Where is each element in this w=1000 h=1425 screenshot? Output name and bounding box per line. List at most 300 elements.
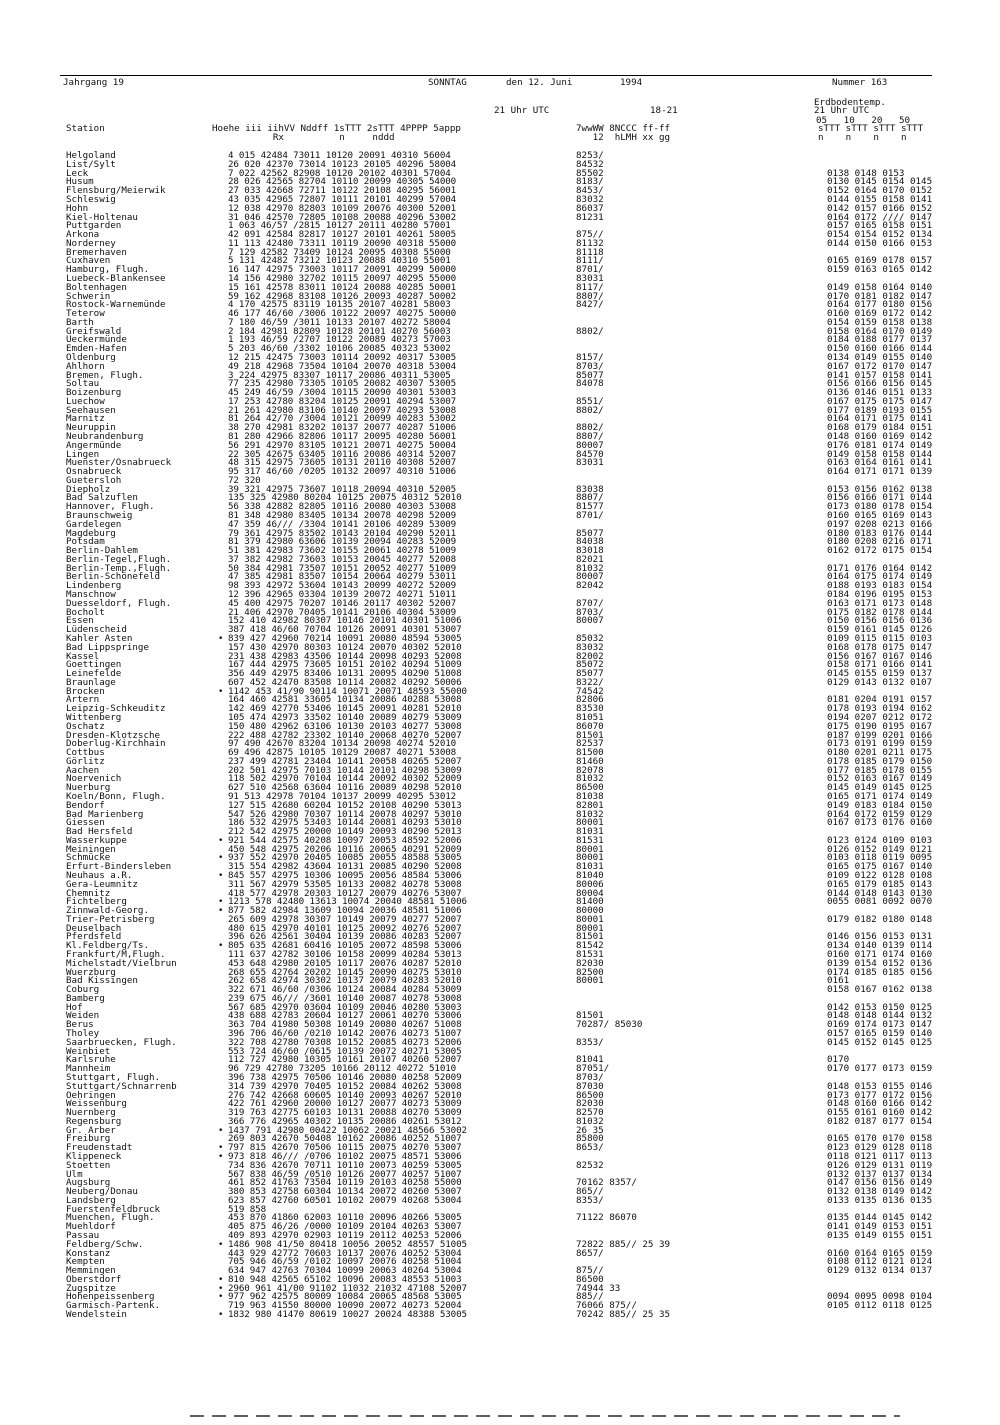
synop-values: 839 427 42960 70214 10091 20080 48594 53005 [228, 632, 462, 644]
synop-values: 186 532 42975 53403 10144 20081 40293 53010 [228, 817, 462, 829]
soil-temperatures: 0109 0115 0115 0103 [827, 632, 933, 644]
synop-values: 627 510 42568 63604 10116 20089 40298 52010 [228, 782, 462, 794]
station-name: Görlitz [66, 755, 105, 767]
synop-values: 396 626 42561 30404 10139 20086 40283 52007 [228, 931, 462, 943]
soil-temperatures: 0187 0199 0201 0166 [827, 729, 933, 741]
soil-temperatures: 0171 0176 0164 0142 [827, 562, 933, 574]
soil-temperatures: 0132 0137 0137 0134 [827, 1168, 933, 1180]
station-column-header: Station [66, 123, 105, 134]
station-name: Landsberg [66, 1194, 116, 1206]
weather-group: 8807/ [576, 290, 604, 302]
station-name: Weissenburg [66, 1098, 127, 1110]
station-name: Giessen [66, 817, 105, 829]
soil-temperatures: 0175 0182 0178 0144 [827, 606, 933, 618]
synop-values: 47 359 46/// /3304 10141 20106 40289 53009 [228, 518, 457, 530]
weather-group: 8802/ [576, 325, 604, 337]
weather-group: 875// [576, 1265, 604, 1277]
mountain-marker: • [218, 1283, 224, 1294]
station-name: Braunlage [66, 676, 116, 688]
station-name: Schleswig [66, 193, 116, 205]
mountain-marker: • [218, 941, 224, 952]
soil-columns-header: sTTT sTTT sTTT sTTT [818, 123, 924, 134]
synop-values: 396 738 42975 70506 10146 20080 40258 52009 [228, 1071, 462, 1083]
station-name: Stuttgart, Flugh. [66, 1071, 161, 1083]
main-columns-header: Hoehe iii iihVV Nddff 1sTTT 2sTTT 4PPPP 5appp [212, 123, 461, 134]
synop-values: 634 947 42763 70304 10099 20063 40264 53004 [228, 1265, 462, 1277]
station-name: Essen [66, 615, 94, 627]
weather-group: 80001 [576, 913, 604, 925]
soil-temperatures: 0181 0204 0191 0157 [827, 694, 933, 706]
station-name: Duesseldorf, Flugh. [66, 597, 172, 609]
synop-values: 418 577 42978 20303 10127 20079 40276 53007 [228, 887, 462, 899]
station-name: Oberstdorf [66, 1273, 122, 1285]
station-name: Wittenberg [66, 711, 122, 723]
weather-group: 8157/ [576, 351, 604, 363]
weather-group: 81400 [576, 896, 604, 908]
weather-group: 84038 [576, 536, 604, 548]
weather-group: 76066 875// [576, 1300, 637, 1312]
synop-values: 15 161 42578 83011 10124 20088 40285 50001 [228, 281, 457, 293]
station-name: Oldenburg [66, 351, 116, 363]
synop-values: 409 893 42970 02903 10119 20112 40253 52006 [228, 1229, 462, 1241]
weather-group: 81577 [576, 501, 604, 513]
synop-values: 98 393 42972 53604 10143 20099 40272 52009 [228, 580, 457, 592]
station-name: Hof [66, 1001, 83, 1013]
synop-values: 51 381 42983 73602 10155 20061 40278 51009 [228, 545, 457, 557]
weather-group: 82021 [576, 553, 604, 565]
weather-group: 81041 [576, 1054, 604, 1066]
synop-values: 4 170 42575 83119 10135 20107 40281 58003 [228, 299, 451, 311]
weather-group: 81031 [576, 861, 604, 873]
synop-values: 111 637 42782 30106 10158 20099 40284 53013 [228, 949, 462, 960]
station-name: Weiden [66, 1010, 100, 1022]
synop-values: 59 162 42968 83108 10126 20093 40287 50002 [228, 290, 457, 302]
station-name: Schmücke [66, 852, 111, 864]
synop-values: 322 671 46/60 /0306 10124 20084 40284 53009 [228, 984, 462, 996]
soil-temperatures: 0167 0175 0175 0147 [827, 395, 933, 407]
station-name: Guetersloh [66, 474, 122, 486]
synop-values: 3 224 42975 83307 10117 20086 40311 53005 [228, 369, 451, 381]
synop-values: 45 400 42975 70207 10146 20117 40302 52007 [228, 597, 457, 609]
synop-values: 366 776 42965 40302 10135 20086 40261 53012 [228, 1115, 462, 1127]
station-name: Neuberg/Donau [66, 1186, 138, 1197]
range-label: 18-21 [650, 105, 678, 116]
soil-depths: 05 10 20 50 [816, 115, 911, 126]
synop-values: 4 015 42484 73011 10120 20091 40310 56004 [228, 150, 451, 161]
synop-values: 1 063 46/57 /2815 10127 20111 40280 57001 [228, 220, 451, 232]
synop-values: 461 852 41763 73504 10119 20103 40258 55000 [228, 1177, 462, 1189]
synop-values: 96 729 42780 73205 10166 20112 40272 51010 [228, 1063, 457, 1075]
soil-temperatures: 0105 0112 0118 0125 [827, 1300, 933, 1312]
station-name: Kl.Feldberg/Ts. [66, 940, 149, 952]
weather-group: 85072 [576, 659, 604, 671]
synop-values: 319 763 42775 60103 10131 20088 40270 53009 [228, 1107, 462, 1118]
station-name: Gr. Arber [66, 1124, 116, 1136]
soil-temperatures: 0164 0171 0171 0139 [827, 466, 933, 478]
weather-group: 8353/ [576, 1036, 604, 1048]
station-name: Wendelstein [66, 1309, 127, 1320]
weather-group: 81542 [576, 940, 604, 952]
weather-group: 80000 [576, 905, 604, 917]
synop-values: 315 554 42982 43604 10131 20085 40290 52008 [228, 861, 462, 873]
station-name: Neubrandenburg [66, 431, 144, 442]
synop-values: 268 655 42764 20202 10145 20090 40275 53010 [228, 966, 462, 978]
synop-values: 453 648 42980 20105 10117 20076 40287 52010 [228, 957, 462, 969]
synop-values: 222 488 42782 23302 10140 20068 40270 52007 [228, 729, 462, 741]
station-name: Brocken [66, 685, 105, 697]
table-row [0, 1310, 1000, 1320]
soil-temperatures: 0118 0121 0117 0113 [827, 1150, 933, 1162]
station-name: Regensburg [66, 1115, 122, 1127]
station-name: Coburg [66, 984, 100, 996]
soil-temperatures: 0165 0179 0185 0143 [827, 878, 933, 890]
weather-group: 80007 [576, 571, 604, 583]
synop-values: 553 724 46/60 /0615 10139 20072 40271 53005 [228, 1045, 462, 1057]
weather-group: 86500 [576, 782, 604, 794]
station-name: Leipzig-Schkeuditz [66, 703, 166, 715]
soil-temperatures: 0135 0144 0145 0142 [827, 1212, 933, 1224]
weather-group: 86070 [576, 720, 604, 732]
soil-temperatures: 0103 0118 0119 0095 [827, 852, 933, 864]
soil-temperatures: 0134 0149 0155 0140 [827, 351, 933, 363]
weather-group: 8807/ [576, 492, 604, 504]
weather-group: 82002 [576, 650, 604, 662]
weather-group: 87030 [576, 1080, 604, 1092]
weather-group: 85077 [576, 369, 604, 381]
station-name: Arkona [66, 229, 100, 240]
synop-values: 16 147 42975 73003 10117 20091 40299 50000 [228, 264, 457, 276]
soil-temperatures: 0144 0155 0158 0141 [827, 193, 933, 205]
station-name: Rostock-Warnemünde [66, 299, 166, 311]
weather-group: 80006 [576, 878, 604, 890]
station-name: Hohn [66, 202, 89, 214]
soil-temperatures: 0158 0171 0166 0141 [827, 659, 933, 671]
weather-group: 82570 [576, 1107, 604, 1118]
weather-group: 875// [576, 229, 604, 240]
synop-values: 202 501 42975 70103 10144 20101 40298 53009 [228, 764, 462, 776]
soil-temperatures: 0159 0163 0165 0142 [827, 264, 933, 276]
synop-values: 311 567 42979 53505 10133 20082 40278 53008 [228, 878, 462, 890]
synop-values: 1213 578 42480 13613 10074 20040 48581 51006 [228, 896, 467, 908]
station-name: Aachen [66, 764, 100, 776]
soil-temperatures: 0145 0152 0145 0125 [827, 1036, 933, 1048]
synop-values: 127 515 42680 60204 10152 20108 40290 53013 [228, 799, 462, 811]
station-name: Kassel [66, 650, 100, 662]
station-name: Lingen [66, 448, 100, 460]
station-name: Fichtelberg [66, 896, 127, 908]
synop-values: 797 815 42670 70506 10115 20075 40270 53007 [228, 1142, 462, 1154]
soil-temperatures: 0162 0172 0175 0154 [827, 545, 933, 557]
weather-group: 85077 [576, 527, 604, 539]
synop-values: 2960 961 41/00 91102 11032 21032 47108 52007 [228, 1282, 467, 1294]
station-name: Manschnow [66, 589, 116, 600]
soil-temperatures: 0173 0177 0172 0156 [827, 1089, 933, 1101]
soil-temperatures: 0147 0156 0156 0149 [827, 1177, 933, 1189]
synop-values: 135 325 42980 80204 10125 20075 40312 52010 [228, 492, 462, 504]
soil-temperatures: 0167 0172 0170 0147 [827, 360, 933, 372]
mountain-marker: • [218, 1274, 224, 1285]
station-name: Bocholt [66, 606, 105, 618]
weather-group: 8802/ [576, 404, 604, 416]
station-name: Tholey [66, 1028, 100, 1039]
synop-values: 50 384 42981 73507 10151 20052 40277 51009 [228, 562, 457, 574]
station-name: Michelstadt/Vielbrun [66, 957, 177, 969]
soil-temp-title: Erdbodentemp. [814, 97, 886, 108]
station-name: Bendorf [66, 799, 105, 811]
synop-values: 705 946 46/59 /0102 10097 20076 40258 51004 [228, 1256, 462, 1268]
soil-temperatures: 0149 0158 0158 0144 [827, 448, 933, 460]
station-name: Goettingen [66, 659, 122, 671]
station-name: Bad Hersfeld [66, 826, 133, 838]
weather-group: 81460 [576, 755, 604, 767]
station-name: Lindenberg [66, 580, 122, 592]
station-name: Flensburg/Meierwik [66, 185, 166, 197]
station-name: Ahlhorn [66, 360, 105, 372]
weather-group: 8253/ [576, 150, 604, 161]
soil-temperatures: 0176 0181 0174 0149 [827, 439, 933, 451]
soil-temperatures: 0163 0171 0173 0148 [827, 597, 933, 609]
soil-temperatures: 0164 0172 //// 0147 [827, 211, 933, 223]
mountain-marker: • [218, 1292, 224, 1303]
weather-group: 8322/ [576, 676, 604, 688]
weather-group: 86500 [576, 1089, 604, 1101]
mountain-marker: • [218, 633, 224, 644]
weather-group: 80001 [576, 975, 604, 987]
station-name: Memmingen [66, 1265, 116, 1277]
mountain-marker: • [218, 853, 224, 864]
station-name: Marnitz [66, 413, 105, 425]
synop-values: 443 929 42772 70603 10137 20076 40252 53004 [228, 1247, 462, 1259]
station-name: Osnabrueck [66, 466, 122, 478]
weather-group: 70242 885// 25 35 [576, 1309, 671, 1320]
synop-values: 42 091 42584 82817 10127 20101 40261 58005 [228, 229, 457, 240]
station-name: Leinefelde [66, 668, 122, 679]
station-name: Teterow [66, 308, 105, 319]
soil-temperatures: 0157 0165 0159 0140 [827, 1028, 933, 1039]
synop-values: 845 557 42975 10306 10095 20056 48584 53006 [228, 870, 462, 881]
soil-temperatures: 0194 0207 0212 0172 [827, 711, 933, 723]
weather-group: 80007 [576, 615, 604, 627]
mountain-marker: • [218, 897, 224, 908]
weather-group: 74944 33 [576, 1282, 621, 1294]
weather-group: 26 35 [576, 1124, 604, 1136]
synop-values: 7 129 42582 73409 10124 20095 40308 55000 [228, 246, 451, 258]
station-name: Stoetten [66, 1159, 111, 1171]
synop-values: 46 177 46/60 /3006 10122 20097 40275 50000 [228, 308, 457, 319]
station-name: Oehringen [66, 1089, 116, 1101]
station-name: Augsburg [66, 1177, 111, 1189]
synop-values: 27 033 42668 72711 10122 20108 40295 56001 [228, 185, 457, 197]
station-name: Pferdsfeld [66, 931, 122, 943]
soil-temperatures: 0170 0177 0173 0159 [827, 1063, 933, 1075]
date-label: den 12. Juni [506, 77, 573, 88]
soil-temperatures: 0153 0156 0162 0138 [827, 483, 933, 495]
synop-values: 1437 791 42980 00422 10062 20021 48566 53002 [228, 1124, 467, 1136]
weather-group: 8183/ [576, 176, 604, 188]
station-name: Norderney [66, 237, 116, 249]
station-name: Greifswald [66, 325, 122, 337]
jahrgang-label: Jahrgang 19 [63, 77, 124, 88]
synop-values: 95 317 46/60 /0205 10132 20097 40310 51006 [228, 466, 457, 478]
station-name: Passau [66, 1229, 100, 1241]
station-name: Barth [66, 316, 94, 328]
soil-temperatures: 0154 0159 0158 0138 [827, 316, 933, 328]
station-name: Angermünde [66, 439, 122, 451]
weather-group: 82030 [576, 1098, 604, 1110]
weather-group: 85032 [576, 632, 604, 644]
synop-values: 12 038 42970 82803 10109 20076 40300 52001 [228, 202, 457, 214]
year-label: 1994 [620, 77, 643, 88]
mountain-marker: • [218, 871, 224, 881]
station-name: Zinnwald-Georg. [66, 905, 149, 917]
mountain-marker: • [218, 835, 224, 846]
soil-temperatures: 0164 0172 0159 0129 [827, 808, 933, 820]
station-name: Saarbruecken, Flugh. [66, 1036, 177, 1048]
station-name: Nuerburg [66, 782, 111, 794]
weather-group: 83031 [576, 272, 604, 284]
soil-temperatures: 0178 0185 0179 0150 [827, 755, 933, 767]
station-name: Cuxhaven [66, 255, 111, 267]
mountain-marker: • [218, 1310, 224, 1320]
synop-values: 7 180 46/59 /3011 10133 20107 40272 58004 [228, 316, 451, 328]
soil-temperatures: 0055 0081 0092 0070 [827, 896, 933, 908]
soil-temperatures: 0169 0174 0173 0147 [827, 1019, 933, 1031]
station-name: Potsdam [66, 536, 105, 548]
synop-values: 1832 980 41470 80619 10027 20024 48388 53005 [228, 1309, 467, 1320]
weather-group: 85502 [576, 167, 604, 179]
weather-group: 86037 [576, 202, 604, 214]
soil-temperatures: 0160 0171 0174 0160 [827, 949, 933, 960]
soil-temperatures: 0129 0132 0134 0137 [827, 1265, 933, 1277]
soil-temperatures: 0139 0154 0152 0136 [827, 957, 933, 969]
station-name: Feldberg/Schw. [66, 1238, 144, 1250]
synop-values: 26 020 42370 73014 10123 20105 40296 58004 [228, 158, 457, 170]
weather-group: 81038 [576, 790, 604, 802]
soil-temperatures: 0182 0187 0177 0154 [827, 1115, 933, 1127]
synop-values: 734 836 42670 70711 10110 20073 40259 53005 [228, 1159, 462, 1171]
soil-temperatures: 0179 0182 0180 0148 [827, 913, 933, 925]
soil-temperatures: 0173 0191 0199 0159 [827, 738, 933, 750]
synop-values: 14 156 42980 32702 10115 20097 40295 55000 [228, 272, 457, 284]
weather-group: 81031 [576, 826, 604, 838]
station-name: Kempten [66, 1256, 105, 1268]
soil-temperatures: 0134 0140 0139 0114 [827, 940, 933, 952]
weather-group: 81231 [576, 211, 604, 223]
station-name: Frankfurt/M,Flugh. [66, 949, 166, 960]
synop-values: 453 870 41860 62003 10110 20096 40266 53005 [228, 1212, 462, 1224]
weather-group: 8353/ [576, 1194, 604, 1206]
synop-values: 623 857 42760 60501 10102 20079 40268 53004 [228, 1194, 462, 1206]
weather-group: 8703/ [576, 606, 604, 618]
station-name: Trier-Petrisberg [66, 913, 155, 925]
weather-group: 8703/ [576, 360, 604, 372]
soil-temperatures: 0175 0190 0195 0167 [827, 720, 933, 732]
weather-group: 81032 [576, 562, 604, 574]
weather-group: 84532 [576, 158, 604, 170]
soil-temperatures: 0165 0175 0167 0140 [827, 861, 933, 873]
station-name: Lüdenscheid [66, 624, 127, 636]
station-name: Diepholz [66, 483, 111, 495]
synop-values: 81 348 42980 83405 10134 20078 40298 52009 [228, 510, 457, 521]
synop-values: 519 858 [228, 1203, 267, 1215]
station-name: Garmisch-Partenk. [66, 1300, 161, 1312]
synop-values: 39 321 42975 73607 10118 20094 40310 52005 [228, 483, 457, 495]
synop-values: 37 382 42982 73603 10153 20045 40277 52008 [228, 553, 457, 565]
weather-group: 81040 [576, 870, 604, 881]
station-name: Helgoland [66, 150, 116, 161]
weather-group: 80001 [576, 922, 604, 934]
weather-group: 8117/ [576, 281, 604, 293]
station-name: Freiburg [66, 1133, 111, 1145]
soil-temperatures: 0168 0179 0184 0151 [827, 422, 933, 434]
station-name: Muenchen, Flugh. [66, 1212, 155, 1224]
station-name: Zugspitze [66, 1282, 116, 1294]
station-name: Koeln/Bonn, Flugh. [66, 790, 166, 802]
station-name: Weinbiet [66, 1045, 111, 1057]
synop-values: 97 490 42670 83204 10134 20098 40274 52010 [228, 738, 457, 750]
wx-columns-header: 7wwWW 8NCCC ff-ff [576, 123, 671, 134]
synop-values: 5 131 42482 73212 10123 20088 40310 55001 [228, 255, 451, 267]
weather-group: 71122 86070 [576, 1212, 637, 1224]
synop-values: 48 315 42975 73605 10131 20110 40308 52007 [228, 457, 457, 469]
weather-group: 83530 [576, 703, 604, 715]
synop-values: 438 688 42783 20604 10127 20061 40270 53006 [228, 1010, 462, 1022]
weather-group: 80007 [576, 439, 604, 451]
station-name: Bremerhaven [66, 246, 127, 258]
synop-values: 276 742 42668 60605 10140 20093 40267 52010 [228, 1089, 462, 1101]
station-name: Leck [66, 167, 89, 179]
station-name: Ulm [66, 1168, 83, 1180]
weather-group: 72822 885// 25 39 [576, 1238, 671, 1250]
soil-temperatures: 0161 [827, 975, 850, 987]
station-name: Klippeneck [66, 1150, 122, 1162]
synop-values: 973 818 46/// /0706 10102 20075 48571 53006 [228, 1150, 462, 1162]
weather-group: 80001 [576, 817, 604, 829]
soil-temperatures: 0180 0208 0216 0171 [827, 536, 933, 548]
soil-temperatures: 0142 0153 0150 0125 [827, 1001, 933, 1013]
synop-values: 405 875 46/26 /0000 10109 20104 40263 53007 [228, 1221, 462, 1233]
synop-values: 810 948 42565 65102 10096 20083 48553 51003 [228, 1273, 462, 1285]
weather-group: 83032 [576, 193, 604, 205]
synop-values: 607 452 42470 83508 10114 20082 40292 50006 [228, 676, 462, 688]
station-name: Magdeburg [66, 527, 116, 539]
soil-temperatures: 0180 0183 0176 0144 [827, 527, 933, 539]
station-name: Hohenpeissenberg [66, 1291, 155, 1303]
weather-group: 8453/ [576, 185, 604, 197]
station-name: Artern [66, 694, 100, 706]
soil-temperatures: 0163 0164 0161 0141 [827, 457, 933, 469]
soil-temperatures: 0148 0160 0166 0142 [827, 1098, 933, 1110]
soil-temperatures: 0180 0201 0211 0175 [827, 747, 933, 758]
weather-group: 82801 [576, 799, 604, 811]
weather-group: 865// [576, 1186, 604, 1197]
synop-values: 81 280 42966 82806 10117 20095 40280 56001 [228, 431, 457, 442]
weather-group: 70162 8357/ [576, 1177, 637, 1189]
station-name: Seehausen [66, 404, 116, 416]
station-name: Kahler Asten [66, 632, 133, 644]
soil-temperatures: 0173 0180 0178 0154 [827, 501, 933, 513]
station-name: Mannheim [66, 1063, 111, 1075]
weather-group: 85800 [576, 1133, 604, 1145]
soil-temperatures: 0145 0149 0145 0125 [827, 782, 933, 794]
weather-group: 8551/ [576, 395, 604, 407]
soil-temperatures: 0126 0129 0131 0119 [827, 1159, 933, 1171]
station-name: Berlin-Tegel,Flugh. [66, 553, 172, 565]
synop-values: 5 203 46/60 /3302 10106 20085 40323 53002 [228, 343, 451, 355]
station-name: Stuttgart/Schnarrenb [66, 1080, 177, 1092]
synop-values: 239 675 46/// /3601 10140 20087 40278 53008 [228, 992, 462, 1004]
station-name: Bremen, Flugh. [66, 369, 144, 381]
